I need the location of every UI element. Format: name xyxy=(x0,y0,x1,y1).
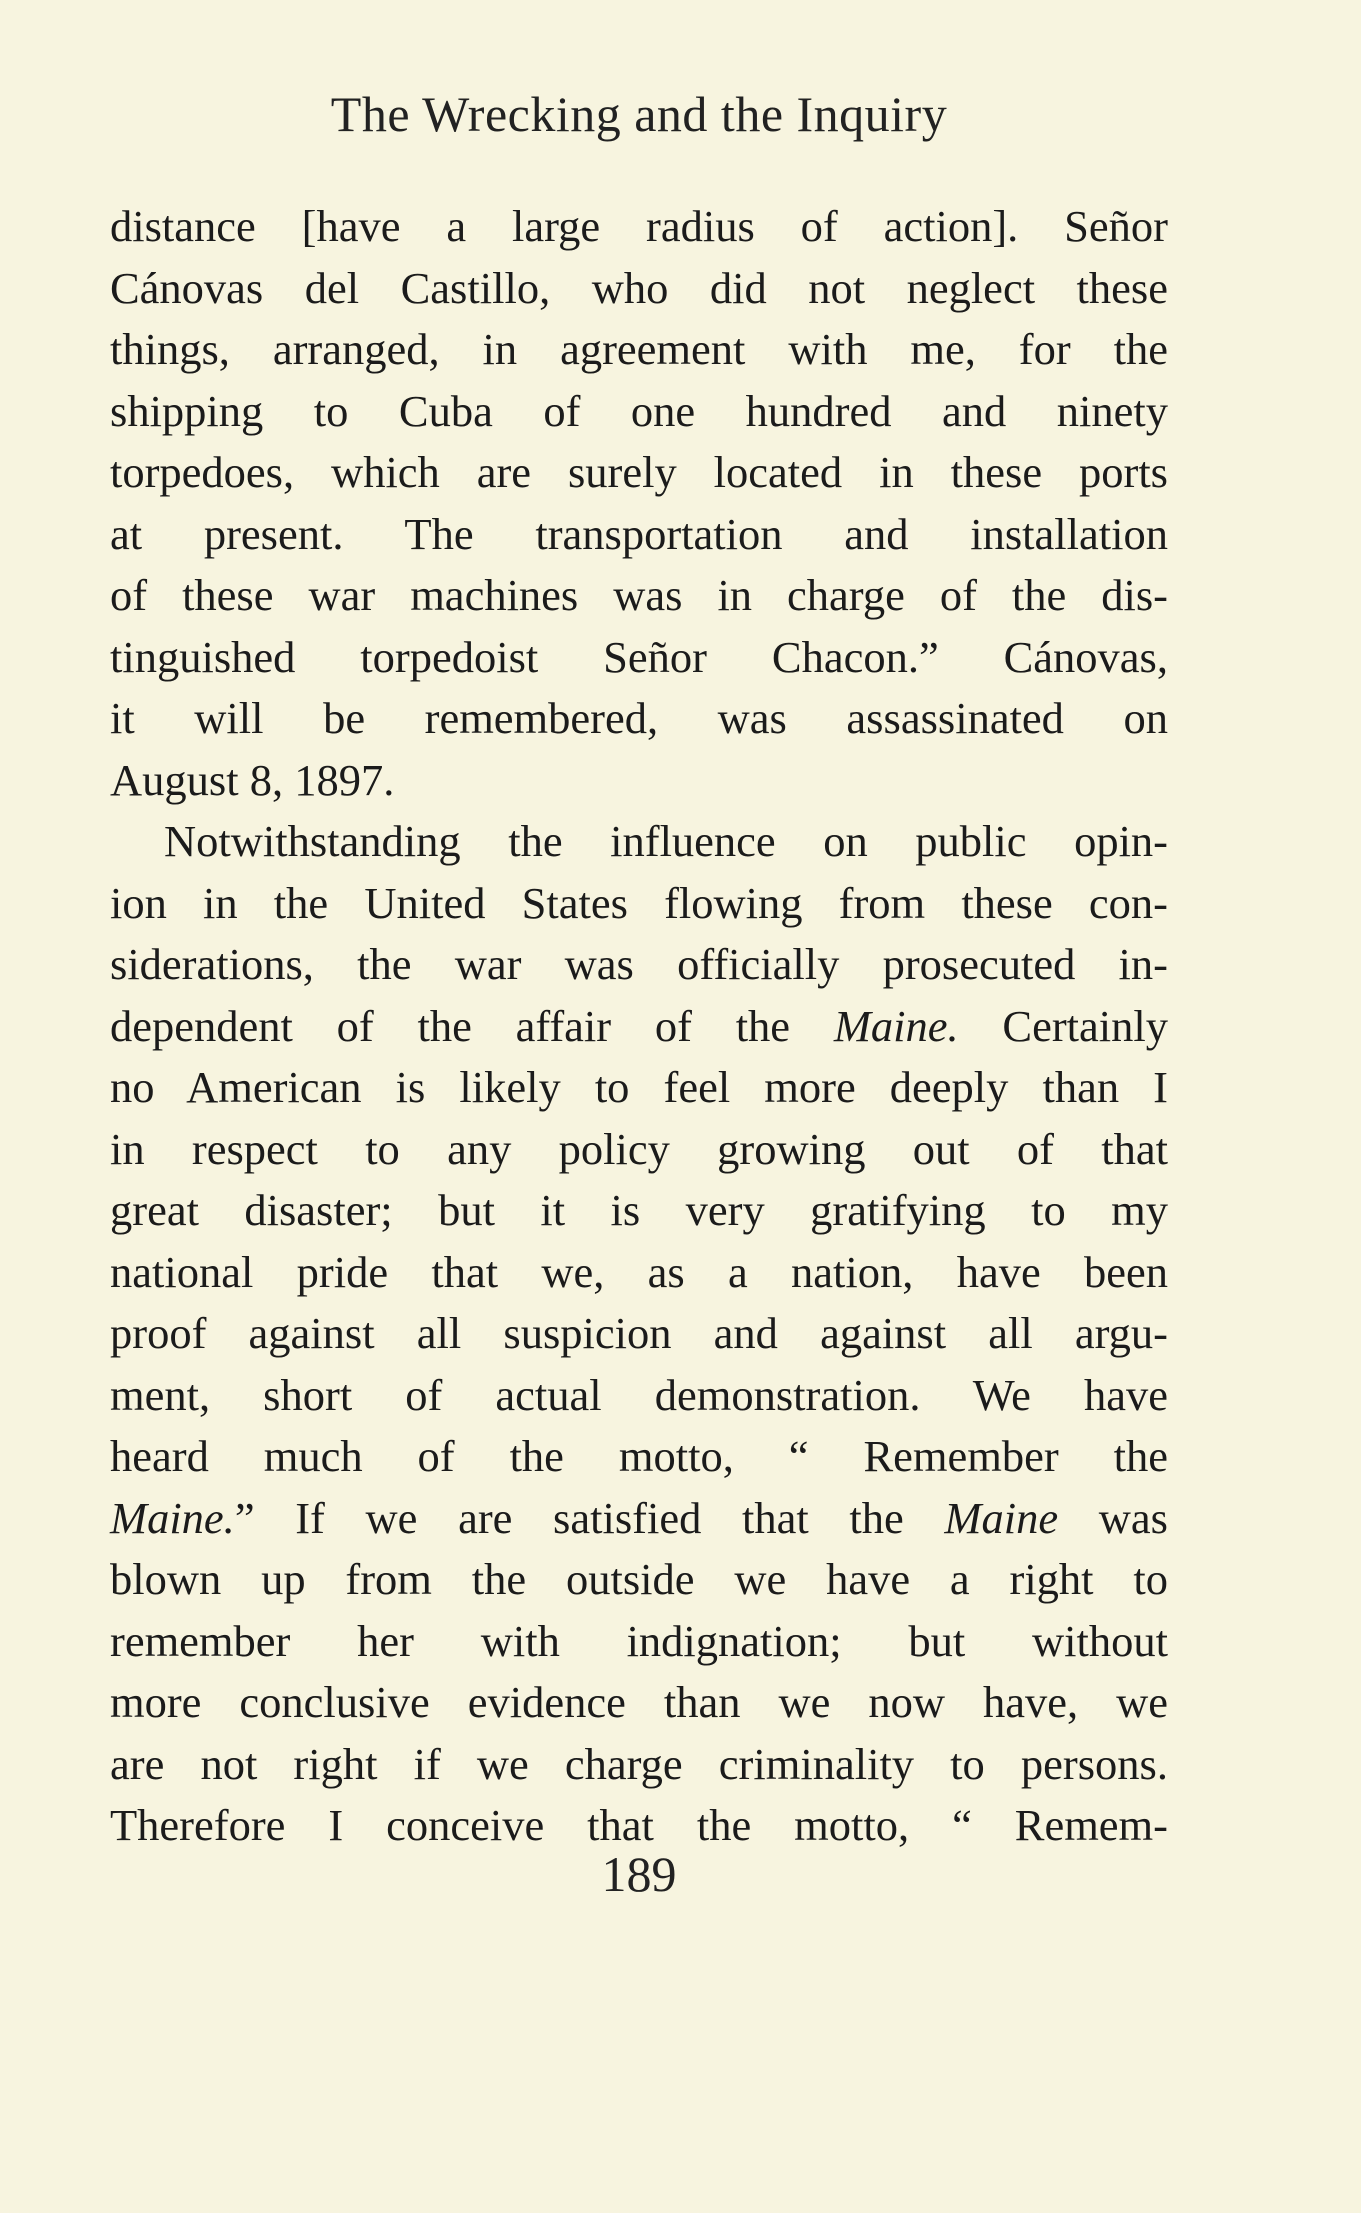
text-line: Cánovas del Castillo, who did not neglect these xyxy=(110,262,1168,313)
text-line: at present. The transportation and installation xyxy=(110,508,1168,559)
text-line: great disaster; but it is very gratifying to my xyxy=(110,1185,1168,1235)
text-line: blown up from the outside we have a right to xyxy=(110,1554,1168,1604)
text-line: heard much of the motto, “ Remember the xyxy=(110,1431,1168,1481)
text-line: tinguished torpedoist Señor Chacon.” Cánovas, xyxy=(110,631,1168,682)
text-line: shipping to Cuba of one hundred and ninety xyxy=(110,385,1168,436)
text-segment: ” If we are satisfied that the xyxy=(234,1492,945,1543)
text-line xyxy=(110,996,1168,1058)
text-line: national pride that we, as a nation, have been xyxy=(110,1246,1168,1297)
ship-name-italic: Maine. xyxy=(833,1000,959,1051)
text-line: Therefore I conceive that the motto, “ Remem- xyxy=(110,1800,1168,1850)
text-line: Notwithstanding the influence on public opin- xyxy=(164,816,1168,866)
text-line: in respect to any policy growing out of that xyxy=(110,1123,1168,1174)
text-line: things, arranged, in agreement with me, for the xyxy=(110,324,1168,374)
text-line: are not right if we charge criminality to persons. xyxy=(110,1738,1168,1789)
text-line: more conclusive evidence than we now have, we xyxy=(110,1677,1168,1727)
body-text xyxy=(110,196,1168,1857)
text-line: torpedoes, which are surely located in these ports xyxy=(110,447,1168,497)
text-line: August 8, 1897. xyxy=(110,754,395,805)
ship-name-italic: Maine. xyxy=(110,1492,235,1543)
ship-name-italic: Maine xyxy=(944,1492,1059,1543)
text-line: ion in the United States flowing from these con- xyxy=(110,877,1168,928)
text-line: remember her with indignation; but without xyxy=(110,1615,1168,1666)
text-segment: Certainly xyxy=(958,1000,1168,1051)
text-line: distance [have a large radius of action]. Señor xyxy=(110,201,1168,251)
text-line: proof against all suspicion and against all argu- xyxy=(110,1308,1168,1358)
text-segment: dependent of the affair of the xyxy=(110,1000,834,1051)
running-head-title: The Wrecking and the Inquiry xyxy=(330,86,948,142)
text-segment: was xyxy=(1058,1492,1168,1543)
text-line: ment, short of actual demonstration. We have xyxy=(110,1369,1168,1420)
text-line: no American is likely to feel more deeply than I xyxy=(110,1062,1168,1112)
text-line: siderations, the war was officially prosecuted in- xyxy=(110,939,1168,989)
text-line xyxy=(110,1488,1168,1550)
page-number: 189 xyxy=(601,1846,677,1902)
text-line: it will be remembered, was assassinated on xyxy=(110,693,1168,743)
text-line: of these war machines was in charge of the dis- xyxy=(110,570,1168,620)
